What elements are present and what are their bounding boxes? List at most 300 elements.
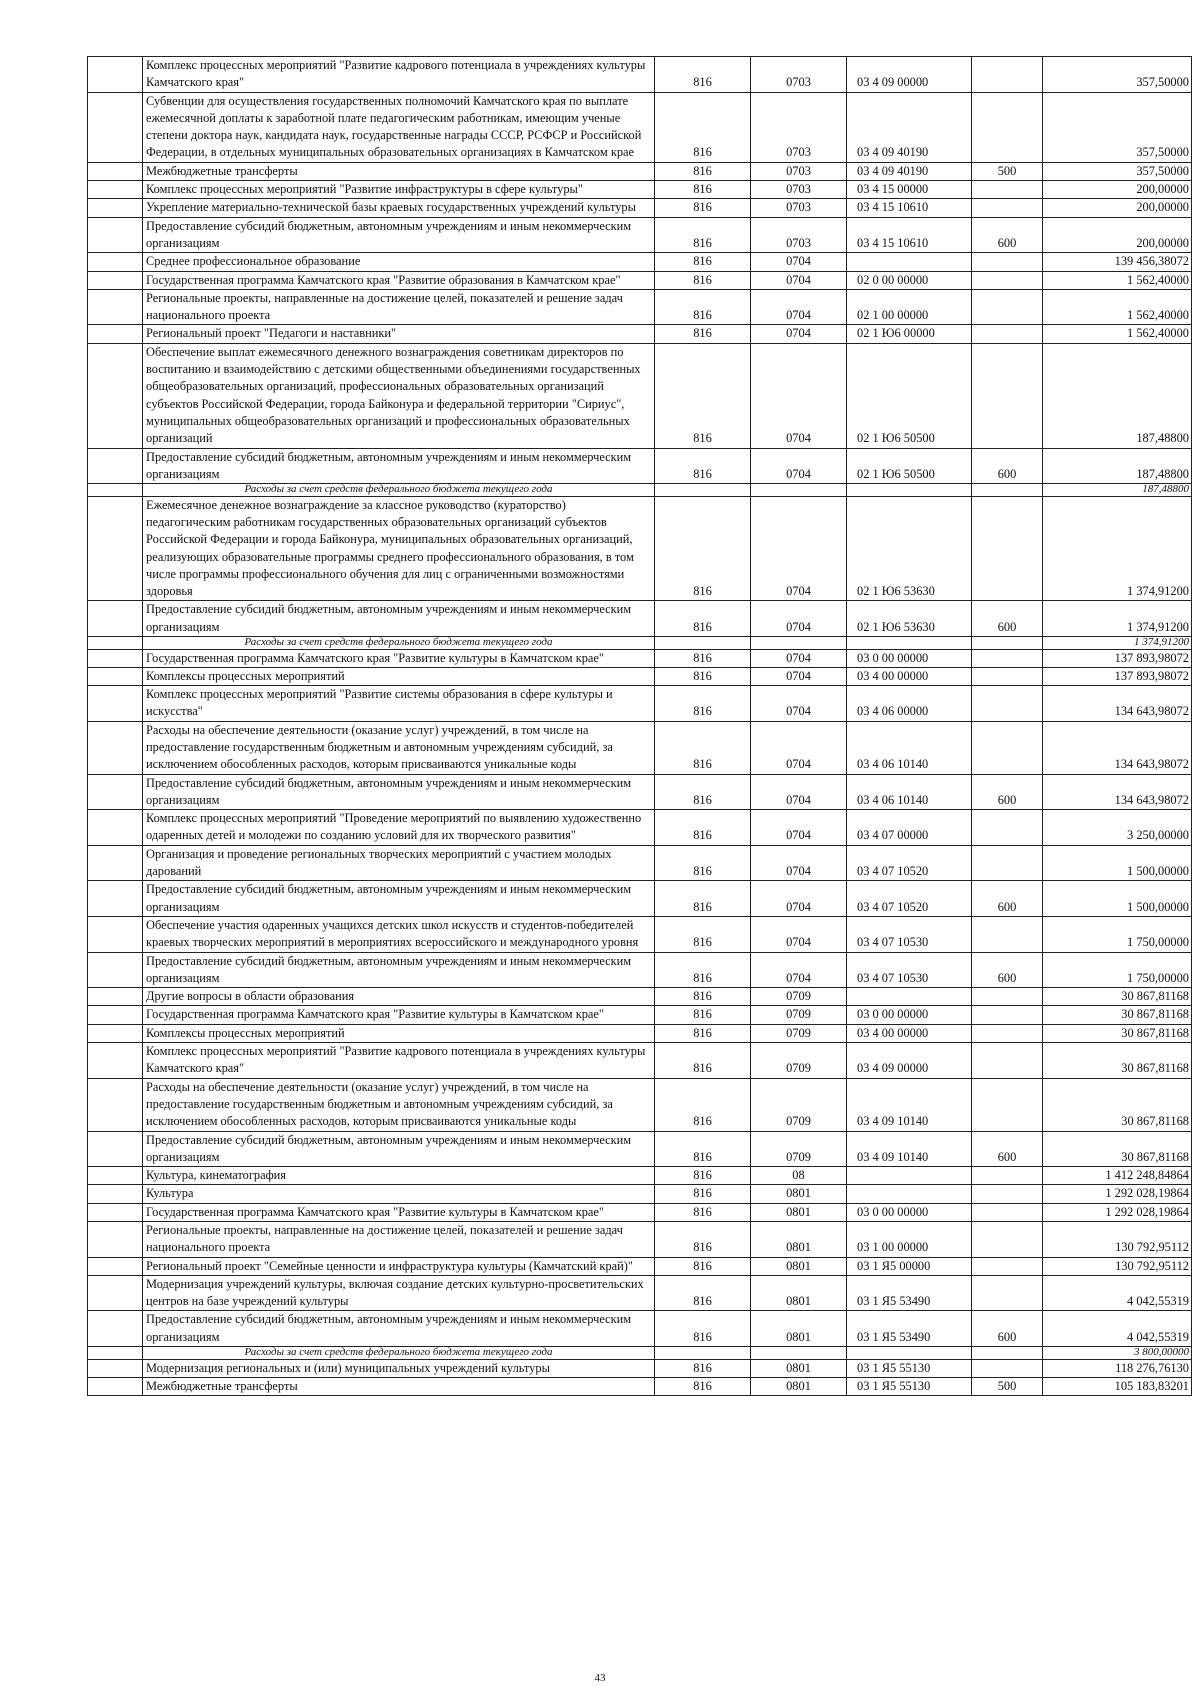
table-row [88, 667, 1192, 685]
target-article-cell: 03 4 06 00000 [847, 686, 972, 722]
amount-cell: 187,48800 [1043, 484, 1192, 497]
ministry-code-cell: 816 [655, 343, 751, 448]
ministry-code-cell: 816 [655, 686, 751, 722]
expense-type-cell [972, 988, 1043, 1006]
target-article-cell [847, 1167, 972, 1185]
item-name-cell: Региональные проекты, направленные на достижение целей, показателей и решение задач национального проекта [143, 289, 655, 325]
target-article-cell: 03 4 09 00000 [847, 1043, 972, 1079]
section-code-cell: 0801 [751, 1203, 847, 1221]
section-code-cell: 0703 [751, 199, 847, 217]
expense-type-cell [972, 57, 1043, 93]
ministry-code-cell: 816 [655, 1078, 751, 1131]
section-code-cell: 0704 [751, 649, 847, 667]
row-margin-cell [88, 496, 143, 601]
section-code-cell [751, 1347, 847, 1360]
target-article-cell: 03 4 09 10140 [847, 1131, 972, 1167]
expense-type-cell [972, 1078, 1043, 1131]
amount-cell: 130 792,95112 [1043, 1257, 1192, 1275]
item-name-cell: Комплекс процессных мероприятий "Развитие системы образования в сфере культуры и искусства" [143, 686, 655, 722]
row-margin-cell [88, 686, 143, 722]
row-margin-cell [88, 601, 143, 637]
row-margin-cell [88, 637, 143, 650]
ministry-code-cell: 816 [655, 667, 751, 685]
ministry-code-cell: 816 [655, 271, 751, 289]
expense-type-cell: 500 [972, 1377, 1043, 1395]
table-row [88, 496, 1192, 601]
section-code-cell: 0801 [751, 1222, 847, 1258]
amount-cell: 187,48800 [1043, 448, 1192, 484]
expense-type-cell [972, 325, 1043, 343]
ministry-code-cell: 816 [655, 774, 751, 810]
ministry-code-cell: 816 [655, 57, 751, 93]
row-margin-cell [88, 1257, 143, 1275]
item-name-cell: Комплекс процессных мероприятий "Развитие кадрового потенциала в учреждениях культуры Камчатского края" [143, 57, 655, 93]
expense-type-cell [972, 1185, 1043, 1203]
item-name-cell: Ежемесячное денежное вознаграждение за классное руководство (кураторство) педагогическим работникам государственных образовательных организаций субъектов Российской Федерации и города Байконура, муниципальных образовательных организаций, реализующих образовательные программы среднего профессионального образования, в том числе программы профессионального обучения для лиц с ограниченными возможностями здоровья [143, 496, 655, 601]
expense-type-cell [972, 1043, 1043, 1079]
item-name-cell: Государственная программа Камчатского края "Развитие образования в Камчатском крае" [143, 271, 655, 289]
target-article-cell [847, 484, 972, 497]
section-code-cell: 0704 [751, 289, 847, 325]
budget-table-container [87, 56, 1189, 1396]
row-margin-cell [88, 92, 143, 162]
amount-cell: 30 867,81168 [1043, 1024, 1192, 1042]
table-row [88, 845, 1192, 881]
section-code-cell: 0703 [751, 92, 847, 162]
target-article-cell: 02 0 00 00000 [847, 271, 972, 289]
item-name-cell: Расходы за счет средств федерального бюджета текущего года [143, 637, 655, 650]
amount-cell: 130 792,95112 [1043, 1222, 1192, 1258]
table-row [88, 1222, 1192, 1258]
table-row [88, 1167, 1192, 1185]
expense-type-cell [972, 667, 1043, 685]
target-article-cell [847, 1347, 972, 1360]
amount-cell: 134 643,98072 [1043, 721, 1192, 774]
target-article-cell [847, 1185, 972, 1203]
section-code-cell: 0704 [751, 881, 847, 917]
table-row [88, 57, 1192, 93]
amount-cell: 1 562,40000 [1043, 325, 1192, 343]
amount-cell: 30 867,81168 [1043, 1131, 1192, 1167]
ministry-code-cell: 816 [655, 1043, 751, 1079]
federal-budget-note-row [88, 484, 1192, 497]
item-name-cell: Обеспечение выплат ежемесячного денежного вознаграждения советникам директоров по воспитанию и взаимодействию с детскими общественными объединениями государственных общеобразовательных организаций, профессиональных образовательных организаций субъектов Российской Федерации, города Байконура и федеральной территории "Сириус", муниципальных общеобразовательных организаций и профессиональных образовательных организаций [143, 343, 655, 448]
target-article-cell: 03 4 09 10140 [847, 1078, 972, 1131]
section-code-cell: 0709 [751, 988, 847, 1006]
amount-cell: 137 893,98072 [1043, 667, 1192, 685]
target-article-cell: 03 1 Я5 55130 [847, 1377, 972, 1395]
expense-type-cell [972, 1024, 1043, 1042]
table-row [88, 343, 1192, 448]
item-name-cell: Расходы на обеспечение деятельности (оказание услуг) учреждений, в том числе на предоставление государственным бюджетным и автономным учреждениям субсидий, за исключением обособленных расходов, которым присваиваются уникальные коды [143, 1078, 655, 1131]
target-article-cell: 03 0 00 00000 [847, 1203, 972, 1221]
ministry-code-cell: 816 [655, 988, 751, 1006]
expense-type-cell [972, 721, 1043, 774]
section-code-cell: 0703 [751, 162, 847, 180]
table-row [88, 162, 1192, 180]
row-margin-cell [88, 881, 143, 917]
section-code-cell: 0704 [751, 343, 847, 448]
amount-cell: 1 562,40000 [1043, 271, 1192, 289]
expense-type-cell [972, 649, 1043, 667]
ministry-code-cell: 816 [655, 289, 751, 325]
item-name-cell: Комплексы процессных мероприятий [143, 1024, 655, 1042]
row-margin-cell [88, 448, 143, 484]
target-article-cell: 03 4 06 10140 [847, 774, 972, 810]
section-code-cell: 0704 [751, 774, 847, 810]
target-article-cell: 03 0 00 00000 [847, 1006, 972, 1024]
row-margin-cell [88, 1359, 143, 1377]
table-row [88, 1257, 1192, 1275]
row-margin-cell [88, 162, 143, 180]
target-article-cell: 03 1 00 00000 [847, 1222, 972, 1258]
target-article-cell: 03 1 Я5 00000 [847, 1257, 972, 1275]
ministry-code-cell: 816 [655, 845, 751, 881]
ministry-code-cell: 816 [655, 1222, 751, 1258]
expense-type-cell [972, 916, 1043, 952]
ministry-code-cell: 816 [655, 1359, 751, 1377]
section-code-cell: 0703 [751, 217, 847, 253]
amount-cell: 1 562,40000 [1043, 289, 1192, 325]
table-row [88, 1311, 1192, 1347]
expense-type-cell [972, 1006, 1043, 1024]
expense-type-cell: 500 [972, 162, 1043, 180]
table-row [88, 988, 1192, 1006]
expense-type-cell [972, 496, 1043, 601]
target-article-cell: 03 4 00 00000 [847, 1024, 972, 1042]
section-code-cell: 0801 [751, 1359, 847, 1377]
ministry-code-cell: 816 [655, 496, 751, 601]
target-article-cell: 02 1 00 00000 [847, 289, 972, 325]
section-code-cell: 0801 [751, 1311, 847, 1347]
section-code-cell: 0709 [751, 1043, 847, 1079]
ministry-code-cell: 816 [655, 1006, 751, 1024]
ministry-code-cell: 816 [655, 1203, 751, 1221]
ministry-code-cell: 816 [655, 1131, 751, 1167]
ministry-code-cell: 816 [655, 1167, 751, 1185]
expense-type-cell [972, 181, 1043, 199]
ministry-code-cell: 816 [655, 1257, 751, 1275]
table-row [88, 92, 1192, 162]
section-code-cell: 0704 [751, 448, 847, 484]
ministry-code-cell: 816 [655, 162, 751, 180]
table-row [88, 1185, 1192, 1203]
ministry-code-cell: 816 [655, 721, 751, 774]
expense-type-cell [972, 1347, 1043, 1360]
item-name-cell: Комплексы процессных мероприятий [143, 667, 655, 685]
table-row [88, 649, 1192, 667]
section-code-cell: 0704 [751, 496, 847, 601]
amount-cell: 187,48800 [1043, 343, 1192, 448]
target-article-cell: 03 4 09 40190 [847, 92, 972, 162]
amount-cell: 1 374,91200 [1043, 637, 1192, 650]
table-row [88, 1359, 1192, 1377]
table-row [88, 271, 1192, 289]
target-article-cell: 02 1 Ю6 50500 [847, 343, 972, 448]
amount-cell: 137 893,98072 [1043, 649, 1192, 667]
target-article-cell: 03 1 Я5 53490 [847, 1275, 972, 1311]
ministry-code-cell: 816 [655, 92, 751, 162]
page-number: 43 [594, 1672, 606, 1684]
item-name-cell: Региональный проект "Педагоги и наставники" [143, 325, 655, 343]
target-article-cell: 03 4 15 00000 [847, 181, 972, 199]
item-name-cell: Расходы за счет средств федерального бюджета текущего года [143, 484, 655, 497]
item-name-cell: Предоставление субсидий бюджетным, автономным учреждениям и иным некоммерческим организациям [143, 217, 655, 253]
row-margin-cell [88, 57, 143, 93]
row-margin-cell [88, 343, 143, 448]
row-margin-cell [88, 1222, 143, 1258]
section-code-cell [751, 637, 847, 650]
ministry-code-cell: 816 [655, 881, 751, 917]
item-name-cell: Региональный проект "Семейные ценности и инфраструктура культуры (Камчатский край)" [143, 1257, 655, 1275]
ministry-code-cell: 816 [655, 448, 751, 484]
amount-cell: 134 643,98072 [1043, 774, 1192, 810]
section-code-cell: 0704 [751, 686, 847, 722]
row-margin-cell [88, 199, 143, 217]
amount-cell: 1 374,91200 [1043, 496, 1192, 601]
section-code-cell: 0801 [751, 1257, 847, 1275]
target-article-cell: 02 1 Ю6 00000 [847, 325, 972, 343]
amount-cell: 357,50000 [1043, 92, 1192, 162]
expense-type-cell: 600 [972, 952, 1043, 988]
row-margin-cell [88, 253, 143, 271]
item-name-cell: Культура, кинематография [143, 1167, 655, 1185]
amount-cell: 30 867,81168 [1043, 1043, 1192, 1079]
row-margin-cell [88, 649, 143, 667]
target-article-cell [847, 637, 972, 650]
table-row [88, 448, 1192, 484]
table-row [88, 1043, 1192, 1079]
section-code-cell: 0709 [751, 1078, 847, 1131]
item-name-cell: Расходы за счет средств федерального бюджета текущего года [143, 1347, 655, 1360]
target-article-cell: 03 0 00 00000 [847, 649, 972, 667]
table-row [88, 810, 1192, 846]
ministry-code-cell: 816 [655, 199, 751, 217]
table-row [88, 1078, 1192, 1131]
item-name-cell: Комплекс процессных мероприятий "Развитие инфраструктуры в сфере культуры" [143, 181, 655, 199]
row-margin-cell [88, 289, 143, 325]
ministry-code-cell: 816 [655, 601, 751, 637]
section-code-cell: 0704 [751, 721, 847, 774]
target-article-cell: 03 4 07 10520 [847, 881, 972, 917]
section-code-cell: 0704 [751, 271, 847, 289]
table-row [88, 774, 1192, 810]
row-margin-cell [88, 1024, 143, 1042]
expense-type-cell [972, 637, 1043, 650]
row-margin-cell [88, 721, 143, 774]
table-row [88, 1131, 1192, 1167]
item-name-cell: Предоставление субсидий бюджетным, автономным учреждениям и иным некоммерческим организациям [143, 601, 655, 637]
table-row [88, 1203, 1192, 1221]
budget-table-body [88, 57, 1192, 1396]
amount-cell: 3 250,00000 [1043, 810, 1192, 846]
row-margin-cell [88, 181, 143, 199]
amount-cell: 200,00000 [1043, 181, 1192, 199]
amount-cell: 4 042,55319 [1043, 1311, 1192, 1347]
target-article-cell: 02 1 Ю6 53630 [847, 601, 972, 637]
item-name-cell: Региональные проекты, направленные на достижение целей, показателей и решение задач национального проекта [143, 1222, 655, 1258]
item-name-cell: Государственная программа Камчатского края "Развитие культуры в Камчатском крае" [143, 1203, 655, 1221]
section-code-cell: 0709 [751, 1006, 847, 1024]
row-margin-cell [88, 1167, 143, 1185]
expense-type-cell [972, 1257, 1043, 1275]
ministry-code-cell [655, 637, 751, 650]
target-article-cell: 03 4 09 40190 [847, 162, 972, 180]
federal-budget-note-row [88, 637, 1192, 650]
item-name-cell: Межбюджетные трансферты [143, 1377, 655, 1395]
row-margin-cell [88, 484, 143, 497]
target-article-cell: 03 1 Я5 53490 [847, 1311, 972, 1347]
expense-type-cell: 600 [972, 601, 1043, 637]
row-margin-cell [88, 810, 143, 846]
ministry-code-cell: 816 [655, 181, 751, 199]
table-row [88, 1006, 1192, 1024]
row-margin-cell [88, 1275, 143, 1311]
expense-type-cell [972, 686, 1043, 722]
section-code-cell: 0709 [751, 1024, 847, 1042]
item-name-cell: Обеспечение участия одаренных учащихся детских школ искусств и студентов-победителей краевых творческих мероприятий в мероприятиях всероссийского и международного уровня [143, 916, 655, 952]
amount-cell: 105 183,83201 [1043, 1377, 1192, 1395]
item-name-cell: Предоставление субсидий бюджетным, автономным учреждениям и иным некоммерческим организациям [143, 448, 655, 484]
section-code-cell [751, 484, 847, 497]
item-name-cell: Модернизация региональных и (или) муниципальных учреждений культуры [143, 1359, 655, 1377]
item-name-cell: Предоставление субсидий бюджетным, автономным учреждениям и иным некоммерческим организациям [143, 1311, 655, 1347]
ministry-code-cell: 816 [655, 1377, 751, 1395]
item-name-cell: Расходы на обеспечение деятельности (оказание услуг) учреждений, в том числе на предоставление государственным бюджетным и автономным учреждениям субсидий, за исключением обособленных расходов, которым присваиваются уникальные коды [143, 721, 655, 774]
item-name-cell: Субвенции для осуществления государственных полномочий Камчатского края по выплате ежемесячной доплаты к заработной плате педагогическим работникам, имеющим ученые степени доктора наук, кандидата наук, государственные награды СССР, РСФСР и Российской Федерации, в отдельных муниципальных образовательных организациях в Камчатском крае [143, 92, 655, 162]
amount-cell: 30 867,81168 [1043, 1006, 1192, 1024]
amount-cell: 1 412 248,84864 [1043, 1167, 1192, 1185]
expense-type-cell [972, 810, 1043, 846]
section-code-cell: 0801 [751, 1185, 847, 1203]
row-margin-cell [88, 1311, 143, 1347]
item-name-cell: Среднее профессиональное образование [143, 253, 655, 271]
section-code-cell: 0703 [751, 181, 847, 199]
amount-cell: 1 292 028,19864 [1043, 1203, 1192, 1221]
section-code-cell: 0704 [751, 667, 847, 685]
ministry-code-cell [655, 1347, 751, 1360]
row-margin-cell [88, 1377, 143, 1395]
row-margin-cell [88, 1078, 143, 1131]
row-margin-cell [88, 774, 143, 810]
expense-type-cell: 600 [972, 774, 1043, 810]
row-margin-cell [88, 667, 143, 685]
target-article-cell: 03 4 06 10140 [847, 721, 972, 774]
table-row [88, 952, 1192, 988]
row-margin-cell [88, 1347, 143, 1360]
amount-cell: 1 374,91200 [1043, 601, 1192, 637]
target-article-cell: 03 4 07 10530 [847, 952, 972, 988]
section-code-cell: 0704 [751, 325, 847, 343]
section-code-cell: 0704 [751, 845, 847, 881]
table-row [88, 1024, 1192, 1042]
expense-type-cell [972, 1167, 1043, 1185]
table-row [88, 289, 1192, 325]
expense-type-cell [972, 845, 1043, 881]
expense-type-cell: 600 [972, 1311, 1043, 1347]
expense-type-cell [972, 1203, 1043, 1221]
row-margin-cell [88, 217, 143, 253]
target-article-cell: 03 4 15 10610 [847, 217, 972, 253]
row-margin-cell [88, 952, 143, 988]
expense-type-cell [972, 484, 1043, 497]
expense-type-cell: 600 [972, 217, 1043, 253]
target-article-cell: 03 4 07 10530 [847, 916, 972, 952]
item-name-cell: Предоставление субсидий бюджетным, автономным учреждениям и иным некоммерческим организациям [143, 881, 655, 917]
item-name-cell: Предоставление субсидий бюджетным, автономным учреждениям и иным некоммерческим организациям [143, 1131, 655, 1167]
item-name-cell: Организация и проведение региональных творческих мероприятий с участием молодых дарований [143, 845, 655, 881]
expense-type-cell [972, 343, 1043, 448]
target-article-cell: 02 1 Ю6 53630 [847, 496, 972, 601]
ministry-code-cell: 816 [655, 916, 751, 952]
section-code-cell: 0704 [751, 952, 847, 988]
expense-type-cell [972, 92, 1043, 162]
expense-type-cell [972, 271, 1043, 289]
table-row [88, 325, 1192, 343]
row-margin-cell [88, 1203, 143, 1221]
expense-type-cell: 600 [972, 1131, 1043, 1167]
amount-cell: 30 867,81168 [1043, 1078, 1192, 1131]
table-row [88, 1275, 1192, 1311]
amount-cell: 200,00000 [1043, 217, 1192, 253]
item-name-cell: Укрепление материально-технической базы краевых государственных учреждений культуры [143, 199, 655, 217]
expense-type-cell [972, 253, 1043, 271]
row-margin-cell [88, 1131, 143, 1167]
amount-cell: 357,50000 [1043, 57, 1192, 93]
amount-cell: 139 456,38072 [1043, 253, 1192, 271]
target-article-cell: 03 4 15 10610 [847, 199, 972, 217]
item-name-cell: Комплекс процессных мероприятий "Проведение мероприятий по выявлению художественно одаренных детей и молодежи по созданию условий для их творческого развития" [143, 810, 655, 846]
expense-type-cell [972, 289, 1043, 325]
target-article-cell: 03 4 09 00000 [847, 57, 972, 93]
row-margin-cell [88, 325, 143, 343]
section-code-cell: 0709 [751, 1131, 847, 1167]
ministry-code-cell: 816 [655, 253, 751, 271]
item-name-cell: Другие вопросы в области образования [143, 988, 655, 1006]
amount-cell: 1 292 028,19864 [1043, 1185, 1192, 1203]
ministry-code-cell: 816 [655, 1024, 751, 1042]
target-article-cell [847, 988, 972, 1006]
table-row [88, 686, 1192, 722]
table-row [88, 199, 1192, 217]
item-name-cell: Предоставление субсидий бюджетным, автономным учреждениям и иным некоммерческим организациям [143, 774, 655, 810]
item-name-cell: Предоставление субсидий бюджетным, автономным учреждениям и иным некоммерческим организациям [143, 952, 655, 988]
table-row [88, 721, 1192, 774]
target-article-cell: 02 1 Ю6 50500 [847, 448, 972, 484]
section-code-cell: 0801 [751, 1275, 847, 1311]
ministry-code-cell: 816 [655, 217, 751, 253]
row-margin-cell [88, 1006, 143, 1024]
expense-type-cell [972, 199, 1043, 217]
table-row [88, 1377, 1192, 1395]
row-margin-cell [88, 1043, 143, 1079]
table-row [88, 916, 1192, 952]
expense-type-cell [972, 1359, 1043, 1377]
row-margin-cell [88, 1185, 143, 1203]
section-code-cell: 0801 [751, 1377, 847, 1395]
item-name-cell: Модернизация учреждений культуры, включая создание детских культурно-просветительских центров на базе учреждений культуры [143, 1275, 655, 1311]
section-code-cell: 0703 [751, 57, 847, 93]
section-code-cell: 0704 [751, 601, 847, 637]
target-article-cell: 03 4 07 00000 [847, 810, 972, 846]
ministry-code-cell [655, 484, 751, 497]
row-margin-cell [88, 916, 143, 952]
expense-type-cell: 600 [972, 881, 1043, 917]
table-row [88, 253, 1192, 271]
budget-table [87, 56, 1192, 1396]
item-name-cell: Межбюджетные трансферты [143, 162, 655, 180]
amount-cell: 118 276,76130 [1043, 1359, 1192, 1377]
